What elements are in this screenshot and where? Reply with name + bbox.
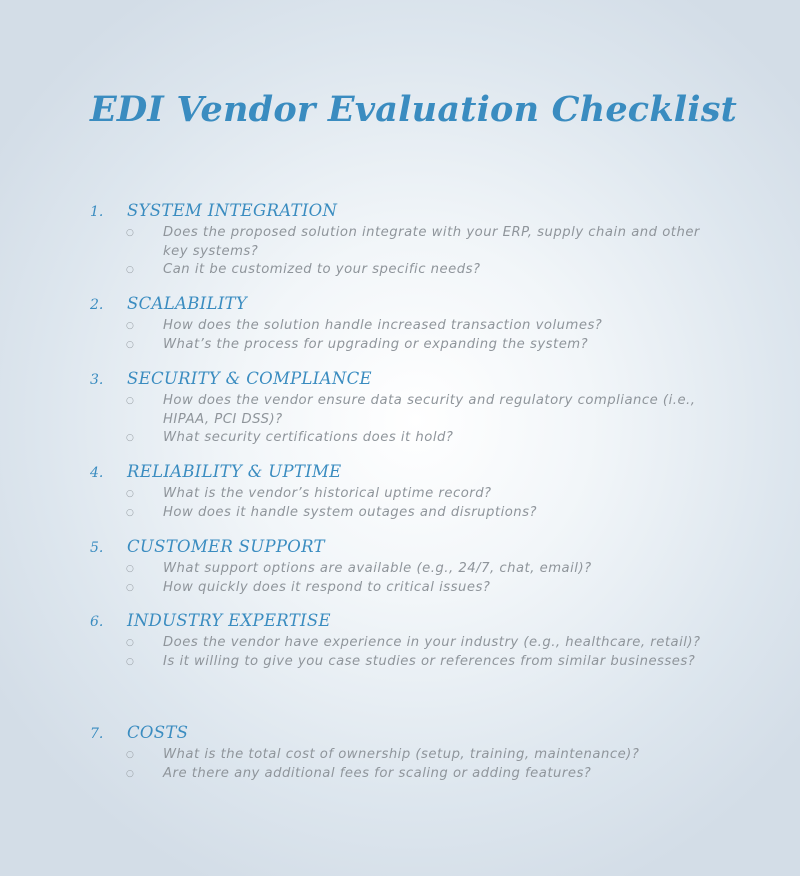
question-item: [0, 634, 713, 653]
circle-bullet-icon: ○: [126, 265, 135, 275]
question-text: Can it be customized to your specific needs?: [163, 262, 481, 277]
question-list: [0, 317, 800, 354]
circle-bullet-icon: ○: [126, 489, 135, 499]
question-text: How quickly does it respond to critical issues?: [163, 579, 491, 595]
section-number: 7.: [90, 726, 104, 742]
question-text: How does the vendor ensure data security and regulatory compliance (i.e., HIPAA, PCI DSS)?: [163, 393, 696, 427]
circle-bullet-icon: ○: [126, 228, 135, 238]
question-text: What support options are available (e.g., 24/7, chat, email)?: [163, 561, 592, 576]
question-item: [0, 485, 713, 504]
question-text: What is the vendor’s historical uptime record?: [163, 486, 492, 501]
question-item: [0, 765, 713, 784]
question-item: [0, 224, 713, 261]
circle-bullet-icon: ○: [126, 750, 135, 760]
question-list: [0, 746, 800, 783]
section-heading: SYSTEM INTEGRATION: [127, 201, 338, 220]
question-item: [0, 579, 713, 598]
circle-bullet-icon: ○: [126, 564, 135, 574]
question-list: [0, 560, 800, 597]
question-text: How does it handle system outages and disruptions?: [163, 504, 538, 520]
question-text: What’s the process for upgrading or expanding the system?: [163, 336, 589, 352]
question-text: Does the proposed solution integrate with your ERP, supply chain and other key systems?: [163, 225, 700, 259]
section-number: 4.: [90, 465, 104, 481]
question-item: [0, 653, 713, 672]
question-item: [0, 336, 713, 355]
section-heading: SECURITY & COMPLIANCE: [127, 369, 372, 388]
question-text: Are there any additional fees for scaling or adding features?: [163, 765, 592, 781]
circle-bullet-icon: ○: [126, 507, 135, 518]
section-number: 1.: [90, 204, 104, 220]
section-number: 2.: [90, 297, 104, 313]
section-heading: CUSTOMER SUPPORT: [127, 537, 325, 556]
circle-bullet-icon: ○: [126, 396, 135, 406]
circle-bullet-icon: ○: [126, 656, 135, 667]
circle-bullet-icon: ○: [126, 768, 135, 779]
circle-bullet-icon: ○: [126, 638, 135, 648]
question-item: [0, 392, 713, 429]
question-list: [0, 485, 800, 522]
section-number: 5.: [90, 540, 104, 556]
question-item: [0, 560, 713, 579]
section-number: 6.: [90, 614, 104, 630]
question-text: What is the total cost of ownership (setup, training, maintenance)?: [163, 747, 640, 762]
question-text: Is it willing to give you case studies or references from similar businesses?: [163, 653, 696, 669]
question-item: [0, 429, 713, 448]
question-item: [0, 317, 713, 336]
question-item: [0, 504, 713, 523]
section-heading: SCALABILITY: [127, 294, 248, 313]
section-heading: COSTS: [127, 723, 189, 742]
question-text: How does the solution handle increased transaction volumes?: [163, 318, 603, 333]
circle-bullet-icon: ○: [126, 339, 135, 350]
question-item: [0, 261, 713, 280]
question-text: Does the vendor have experience in your industry (e.g., healthcare, retail)?: [163, 635, 701, 650]
question-list: [0, 634, 800, 671]
circle-bullet-icon: ○: [126, 321, 135, 331]
question-text: What security certifications does it hold?: [163, 430, 454, 445]
question-item: [0, 746, 713, 765]
page-title: EDI Vendor Evaluation Checklist: [90, 89, 738, 130]
question-list: [0, 392, 800, 448]
section-heading: INDUSTRY EXPERTISE: [127, 611, 331, 630]
circle-bullet-icon: ○: [126, 433, 135, 443]
question-list: [0, 224, 800, 280]
section-heading: RELIABILITY & UPTIME: [127, 462, 342, 481]
section-number: 3.: [90, 372, 104, 388]
circle-bullet-icon: ○: [126, 582, 135, 593]
